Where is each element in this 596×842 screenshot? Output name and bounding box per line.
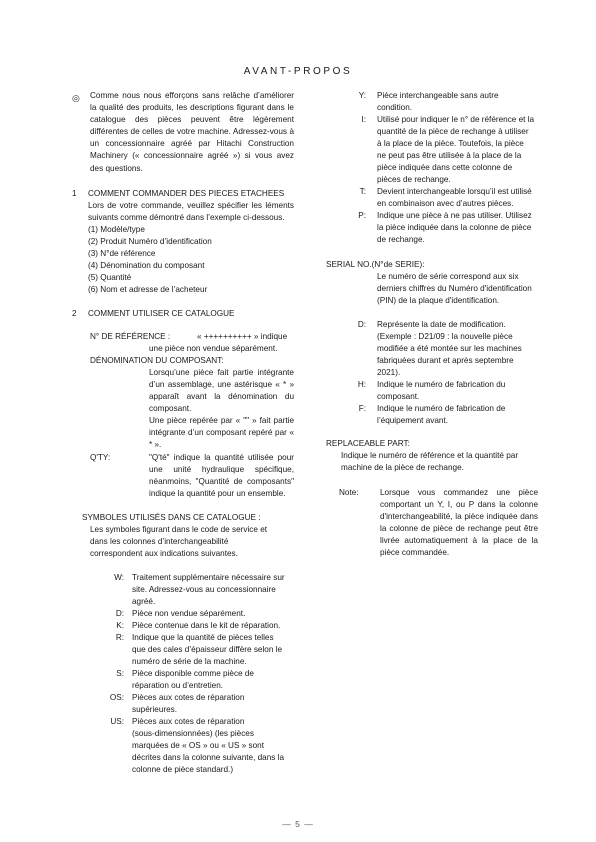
symbol-desc: Pièce disponible comme pièce de réparation ou d’entretien. <box>132 669 254 691</box>
serial-heading: SERIAL NO.(N°de SERIE): <box>326 260 425 269</box>
page-number: — 5 — <box>282 819 314 829</box>
symbol-desc: Pièce interchangeable sans autre condition. <box>377 91 499 113</box>
qty-label: Q'TY: <box>90 453 111 462</box>
ref-text-2: une pièce non vendue séparément. <box>149 344 278 353</box>
page-title: AVANT-PROPOS <box>243 66 353 77</box>
symbol-key: D: <box>115 609 124 618</box>
symbol-key: H: <box>357 380 366 389</box>
symbols-right-list <box>340 90 540 250</box>
symbol-desc: Pièces aux cotes de réparation (sous-dimensionnées) (les pièces marquées de « OS » ou « US » sont décrites dans la colonne suivante, dans la colonne de pièce standard.) <box>132 717 285 775</box>
symbols-left-list <box>98 572 308 782</box>
symbol-key: I: <box>361 115 366 124</box>
list-item: (1) Modèle/type <box>88 225 145 234</box>
denom-text: Lorsqu’une pièce fait partie intégrante d’un assemblage, une astérisque « * » apparaît avant la dénomination du composant. <box>149 368 294 414</box>
symbol-key: K: <box>116 621 124 630</box>
symbols-heading: SYMBOLES UTILISÉS DANS CE CATALOGUE : <box>82 513 261 522</box>
denom-label: DÉNOMINATION DU COMPOSANT: <box>90 356 224 365</box>
qty-text: "Q'té" indique la quantité utilisée pour une unité hydraulique spécifique, néanmoins, "Quantité de composants" indique la quantité pour un ensemble. <box>149 453 294 499</box>
symbol-desc: Traitement supplémentaire nécessaire sur site. Adressez-vous au concessionnaire agréé. <box>132 573 285 607</box>
section1-heading: COMMENT COMMANDER DES PIECES ETACHEES <box>88 189 285 198</box>
serial-items-list <box>340 319 540 429</box>
symbol-desc: Pièces aux cotes de réparation supérieures. <box>132 693 245 715</box>
note-label: Note: <box>339 488 359 497</box>
symbol-desc: Représente la date de modification. (Exemple : D21/09 : la nouvelle pièce modifiée a été montée sur les machines fabriquées durant et après septembre 2021). <box>377 320 522 378</box>
section1-text: Lors de votre commande, veuillez spécifier les léments suivants comme démontré dans l’exemple ci-dessous. <box>88 201 294 223</box>
symbol-key: W: <box>114 573 124 582</box>
note-text: Lorsque vous commandez une pièce comportant un Y, I, ou P dans la colonne d'interchangeabilité, la pièce indiquée dans la colonne de pièce de rechange peut être livrée automatiquement à la place de la pièce commandée. <box>380 488 538 558</box>
section1-number: 1 <box>72 189 77 198</box>
replaceable-heading: REPLACEABLE PART: <box>326 439 410 448</box>
bullet-icon: ◎ <box>72 93 80 103</box>
symbol-desc: Indique le numéro de fabrication du composant. <box>377 380 506 402</box>
symbol-desc: Pièce contenue dans le kit de réparation. <box>132 621 281 630</box>
list-item: (3) N°de référence <box>88 249 156 259</box>
symbols-text: Les symboles figurant dans le code de service et dans les colonnes d’interchangeabilité correspondent aux indications suivantes. <box>90 525 268 559</box>
ref-label: N° DE RÉFÉRENCE : <box>90 332 171 341</box>
symbol-key: US: <box>110 717 124 726</box>
symbol-desc: Indique le numéro de fabrication de l’équipement avant. <box>377 404 506 426</box>
list-item: (2) Produit Numéro d’identification <box>88 237 212 247</box>
denom-text-2: Une pièce repérée par « "" » fait partie intégrante d’un composant repéré par « * ». <box>149 416 294 450</box>
symbol-key: F: <box>358 404 366 413</box>
replaceable-text: Indique le numéro de référence et la quantité par machine de la pièce de rechange. <box>341 451 519 473</box>
symbol-desc: Devient interchangeable lorsqu’il est utilisé en combinaison avec d’autres pièces. <box>377 187 532 209</box>
symbol-key: Y: <box>358 91 366 100</box>
symbol-desc: Utilisé pour indiquer le n° de référence et la quantité de la pièce de rechange à utiliser à la place de la pièce. Toutefois, la pièce ne peut pas être utilisée à la place de la pièce indiquée dans cette colonne de pièces de rechange. <box>377 115 535 185</box>
order-items-list <box>88 224 294 297</box>
symbol-key: S: <box>116 669 124 678</box>
symbol-desc: Indique que la quantité de pièces telles que des cales d’épaisseur diffère selon le numéro de série de la machine. <box>132 633 283 667</box>
serial-text: Le numéro de série correspond aux six derniers chiffres du Numéro d'identification (PIN) de la plaque d'identification. <box>377 272 532 306</box>
symbol-desc: Pièce non vendue séparément. <box>132 609 246 618</box>
symbol-key: D: <box>357 320 366 329</box>
symbol-key: P: <box>358 211 366 220</box>
symbol-key: T: <box>359 187 366 196</box>
symbol-desc: Indique une pièce à ne pas utiliser. Utilisez la pièce indiquée dans la colonne de pièce de rechange. <box>377 211 532 245</box>
symbol-key: OS: <box>109 693 124 702</box>
list-item: (4) Dénomination du composant <box>88 261 205 271</box>
ref-text: « ++++++++++ » indique <box>197 332 288 341</box>
section2-heading: COMMENT UTILISER CE CATALOGUE <box>88 309 235 318</box>
list-item: (5) Quantité <box>88 273 132 283</box>
section2-number: 2 <box>72 309 77 318</box>
intro-text: Comme nous nous efforçons sans relâche d’améliorer la qualité des produits, les descriptions figurant dans le catalogue des pièces peuvent être légèrement différentes de celles de votre machine. Adressez-vous à un concessionnaire agréé par Hitachi Construction Machinery (« concessionnaire agréé ») si vous avez des questions. <box>90 91 294 173</box>
list-item: (6) Nom et adresse de l’acheteur <box>88 285 208 295</box>
symbol-key: R: <box>115 633 124 642</box>
